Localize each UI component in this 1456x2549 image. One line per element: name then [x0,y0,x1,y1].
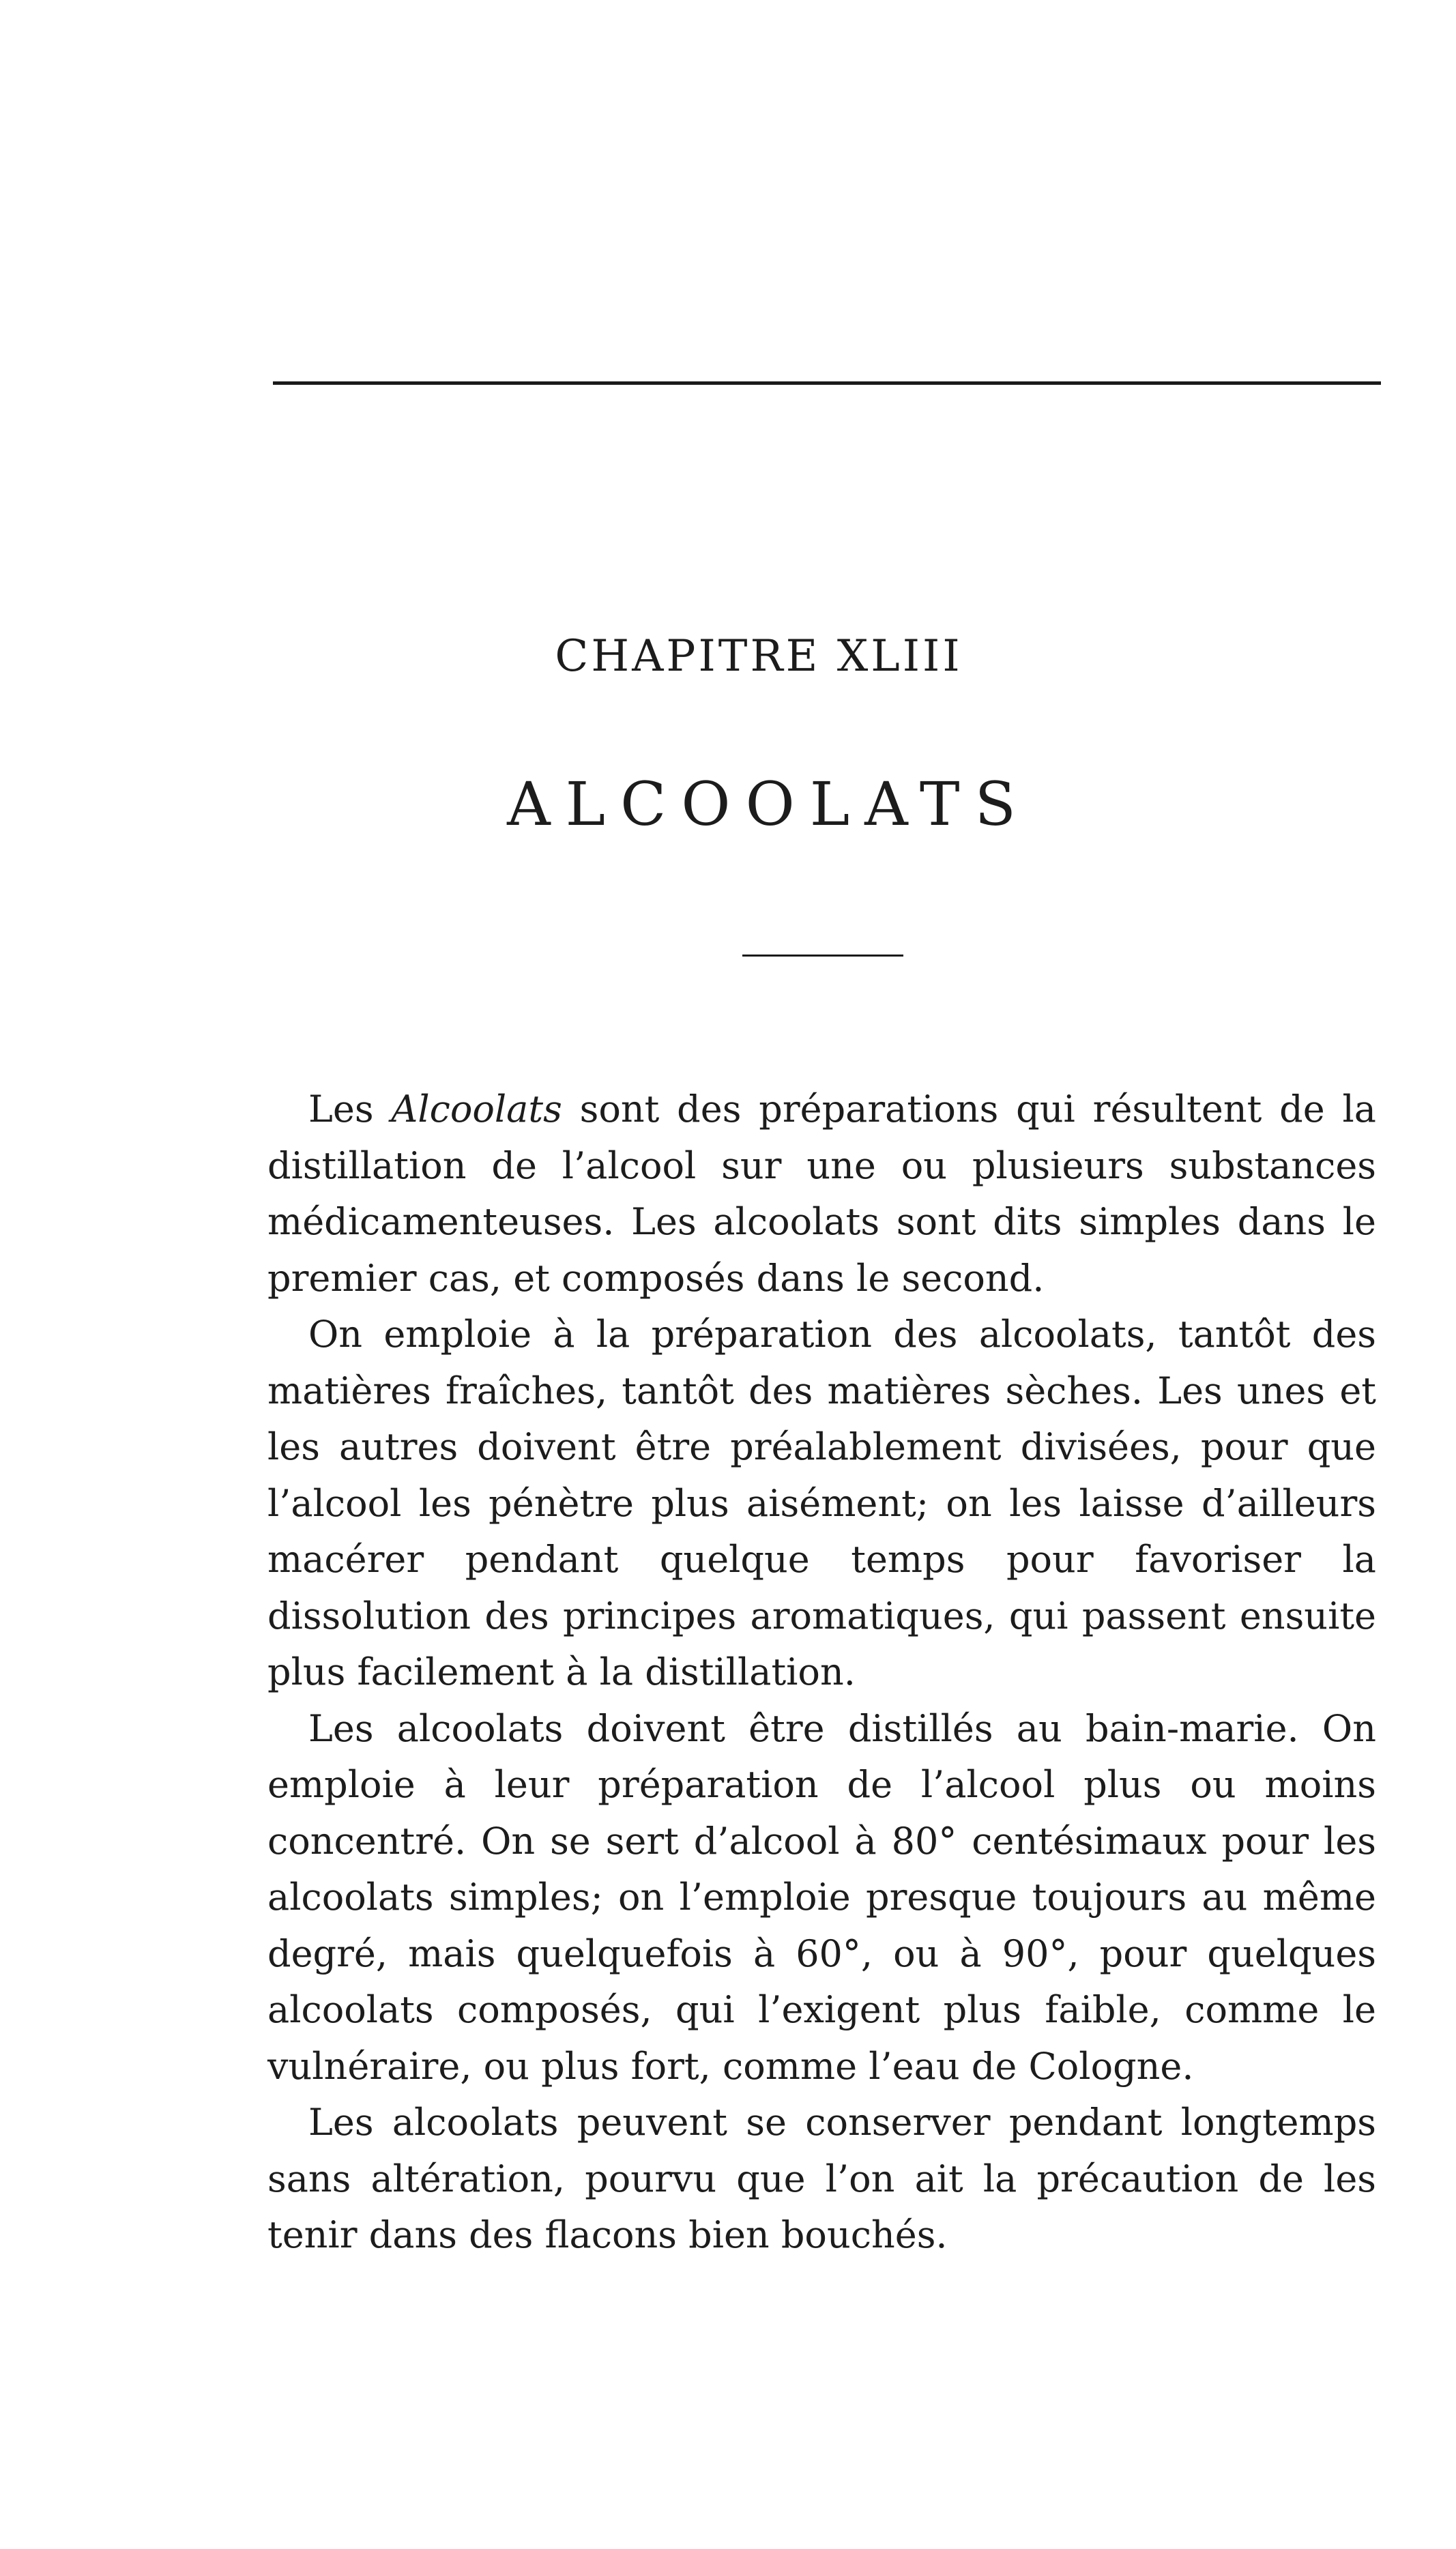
paragraph-3: Les alcoolats doivent être distillés au bain-marie. On emploie à leur préparation de l’alcool plus ou moins concentré. On se sert d’alcool à 80° centésimaux pour les alcoolats simples; on l’emploie presque toujours au même degré, mais quelquefois à 60°, ou à 90°, pour quelques alcoolats composés, qui l’exigent plus faible, comme le vulnéraire, ou plus fort, comme l’eau de Cologne. [267,1706,1376,2088]
paragraph-4: Les alcoolats peuvent se conserver pendant longtemps sans altération, pourvu que l’on ait la précaution de les tenir dans des flacons bien bouchés. [267,2101,1376,2256]
paragraph-1-lead: Les [308,1088,392,1131]
chapter-number: CHAPITRE XLIII [555,631,963,682]
paragraph-1 [267,1081,1376,1307]
header-rule [273,381,1381,385]
paragraph-2: On emploie à la préparation des alcoolats, tantôt des matières fraîches, tantôt des matières sèches. Les unes et les autres doivent être préalablement divisées, pour que l’alcool les pénètre plus aisément; on les laisse d’ailleurs macérer pendant quelque temps pour favoriser la dissolution des principes aromatiques, qui passent ensuite plus facilement à la distillation. [267,1313,1376,1693]
chapter-body [267,1081,1376,2264]
title-separator-rule [742,955,903,957]
chapter-title: ALCOOLATS [507,769,1031,839]
paragraph-1-emphasis: Alcoolats [391,1088,562,1131]
paragraph-1-text: sont des préparations qui résultent de la distillation de l’alcool sur une ou plusieurs substances médicamenteuses. Les alcoolats sont dits simples dans le premier cas, et composés dans le second. [267,1088,1376,1300]
